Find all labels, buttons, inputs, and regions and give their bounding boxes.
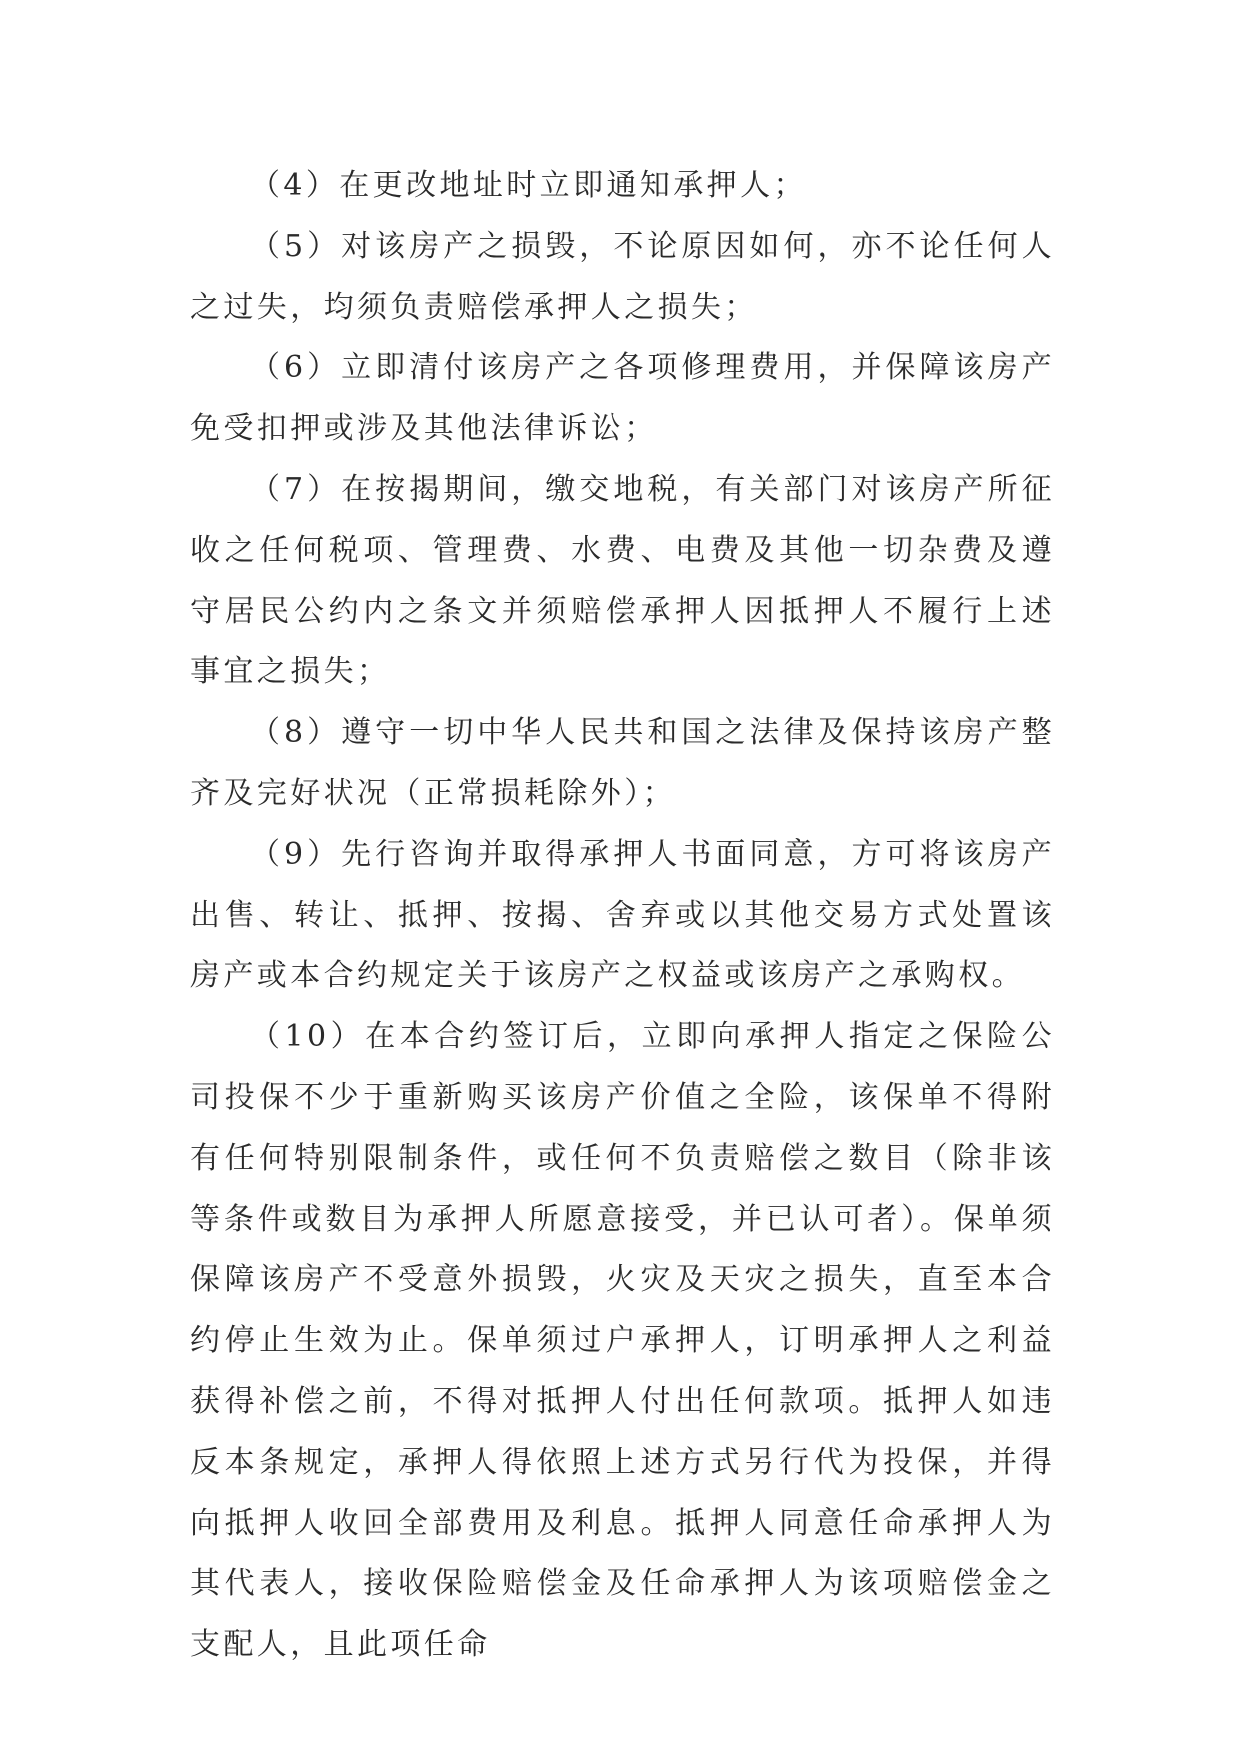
document-body xyxy=(190,156,1055,1676)
clause-4: （4）在更改地址时立即通知承押人； xyxy=(250,168,807,203)
clause-7: （7）在按揭期间，缴交地税，有关部门对该房产所征收之任何税项、管理费、水费、电费及其他一切杂费及遵守居民公约内之条文并须赔偿承押人因抵押人不履行上述事宜之损失； xyxy=(190,471,1055,690)
clause-8: （8）遵守一切中华人民共和国之法律及保持该房产整齐及完好状况（正常损耗除外）； xyxy=(190,715,1055,811)
clause-10: （10）在本合约签订后，立即向承押人指定之保险公司投保不少于重新购买该房产价值之全险，该保单不得附有任何特别限制条件，或任何不负责赔偿之数目（除非该等条件或数目为承押人所愿意接受，并已认可者）。保单须保障该房产不受意外损毁，火灾及天灾之损失，直至本合约停止生效为止。保单须过户承押人，订明承押人之利益获得补偿之前，不得对抵押人付出任何款项。抵押人如违反本条规定，承押人得依照上述方式另行代为投保，并得向抵押人收回全部费用及利息。抵押人同意任命承押人为其代表人，接收保险赔偿金及任命承押人为该项赔偿金之支配人，且此项任命 xyxy=(190,1019,1055,1663)
clause-5: （5）对该房产之损毁，不论原因如何，亦不论任何人之过失，均须负责赔偿承押人之损失； xyxy=(190,228,1055,325)
clause-9: （9）先行咨询并取得承押人书面同意，方可将该房产出售、转让、抵押、按揭、舍弃或以其他交易方式处置该房产或本合约规定关于该房产之权益或该房产之承购权。 xyxy=(190,836,1055,994)
clause-6: （6）立即清付该房产之各项修理费用，并保障该房产免受扣押或涉及其他法律诉讼； xyxy=(190,350,1055,447)
